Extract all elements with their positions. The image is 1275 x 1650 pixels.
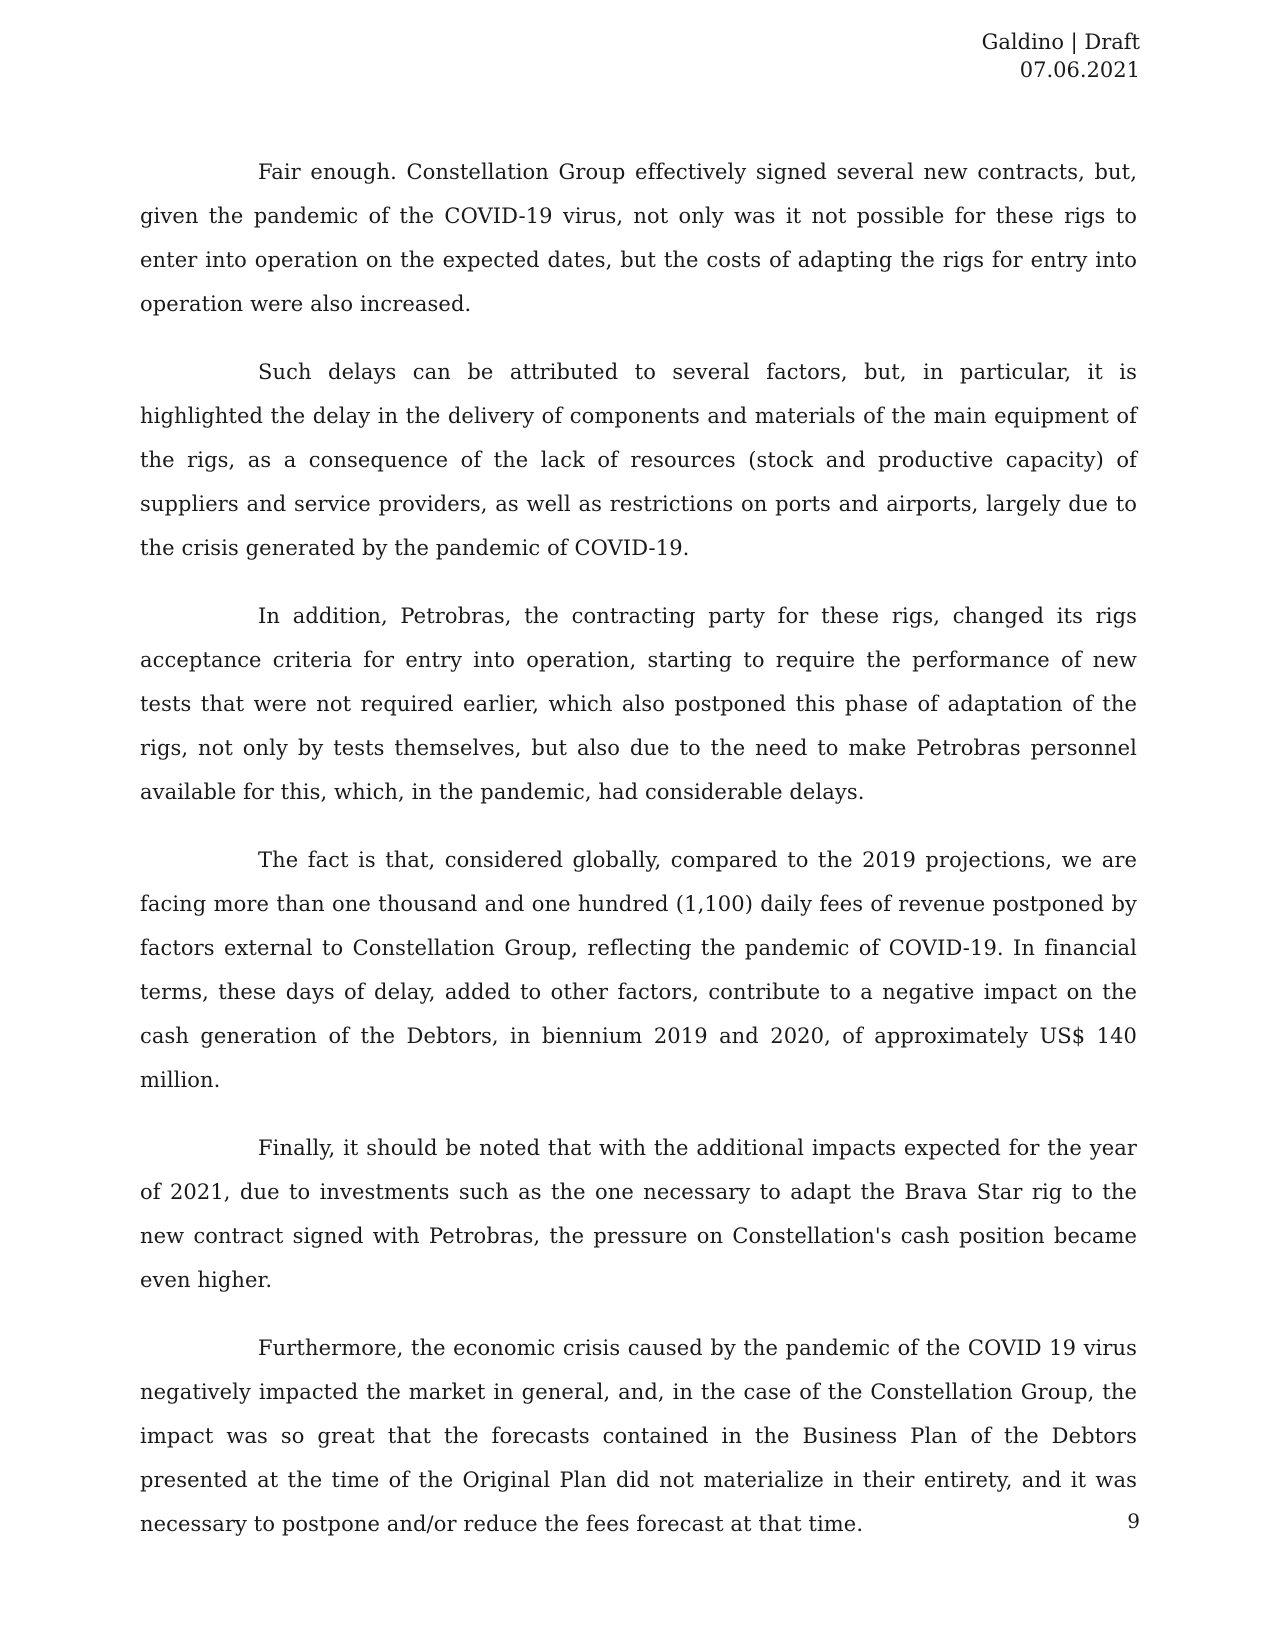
paragraph-2: Such delays can be attributed to several factors, but, in particular, it is highlighted the delay in the delivery of components and materials of the main equipment of the rigs, as a consequence of the lack of resources (stock and productive capacity) of suppliers and service providers, as well as restrictions on ports and airports, largely due to the crisis generated by the pandemic of COVID-19. bbox=[140, 360, 1137, 560]
page-number: 9 bbox=[1127, 1509, 1140, 1533]
document-body bbox=[140, 150, 1137, 1570]
header-date: 07.06.2021 bbox=[1019, 58, 1140, 82]
header-author-status: Galdino | Draft bbox=[981, 30, 1140, 54]
paragraph-6: Furthermore, the economic crisis caused by the pandemic of the COVID 19 virus negatively impacted the market in general, and, in the case of the Constellation Group, the impact was so great that the forecasts contained in the Business Plan of the Debtors presented at the time of the Original Plan did not materialize in their entirety, and it was necessary to postpone and/or reduce the fees forecast at that time. bbox=[140, 1336, 1137, 1536]
page-header bbox=[982, 28, 1140, 84]
paragraph-4: The fact is that, considered globally, compared to the 2019 projections, we are facing more than one thousand and one hundred (1,100) daily fees of revenue postponed by factors external to Constellation Group, reflecting the pandemic of COVID-19. In financial terms, these days of delay, added to other factors, contribute to a negative impact on the cash generation of the Debtors, in biennium 2019 and 2020, of approximately US$ 140 million. bbox=[140, 848, 1137, 1092]
paragraph-3: In addition, Petrobras, the contracting party for these rigs, changed its rigs acceptance criteria for entry into operation, starting to require the performance of new tests that were not required earlier, which also postponed this phase of adaptation of the rigs, not only by tests themselves, but also due to the need to make Petrobras personnel available for this, which, in the pandemic, had considerable delays. bbox=[140, 604, 1137, 804]
paragraph-1: Fair enough. Constellation Group effectively signed several new contracts, but, given the pandemic of the COVID-19 virus, not only was it not possible for these rigs to enter into operation on the expected dates, but the costs of adapting the rigs for entry into operation were also increased. bbox=[140, 160, 1137, 316]
paragraph-5: Finally, it should be noted that with the additional impacts expected for the year of 2021, due to investments such as the one necessary to adapt the Brava Star rig to the new contract signed with Petrobras, the pressure on Constellation's cash position became even higher. bbox=[140, 1136, 1137, 1292]
